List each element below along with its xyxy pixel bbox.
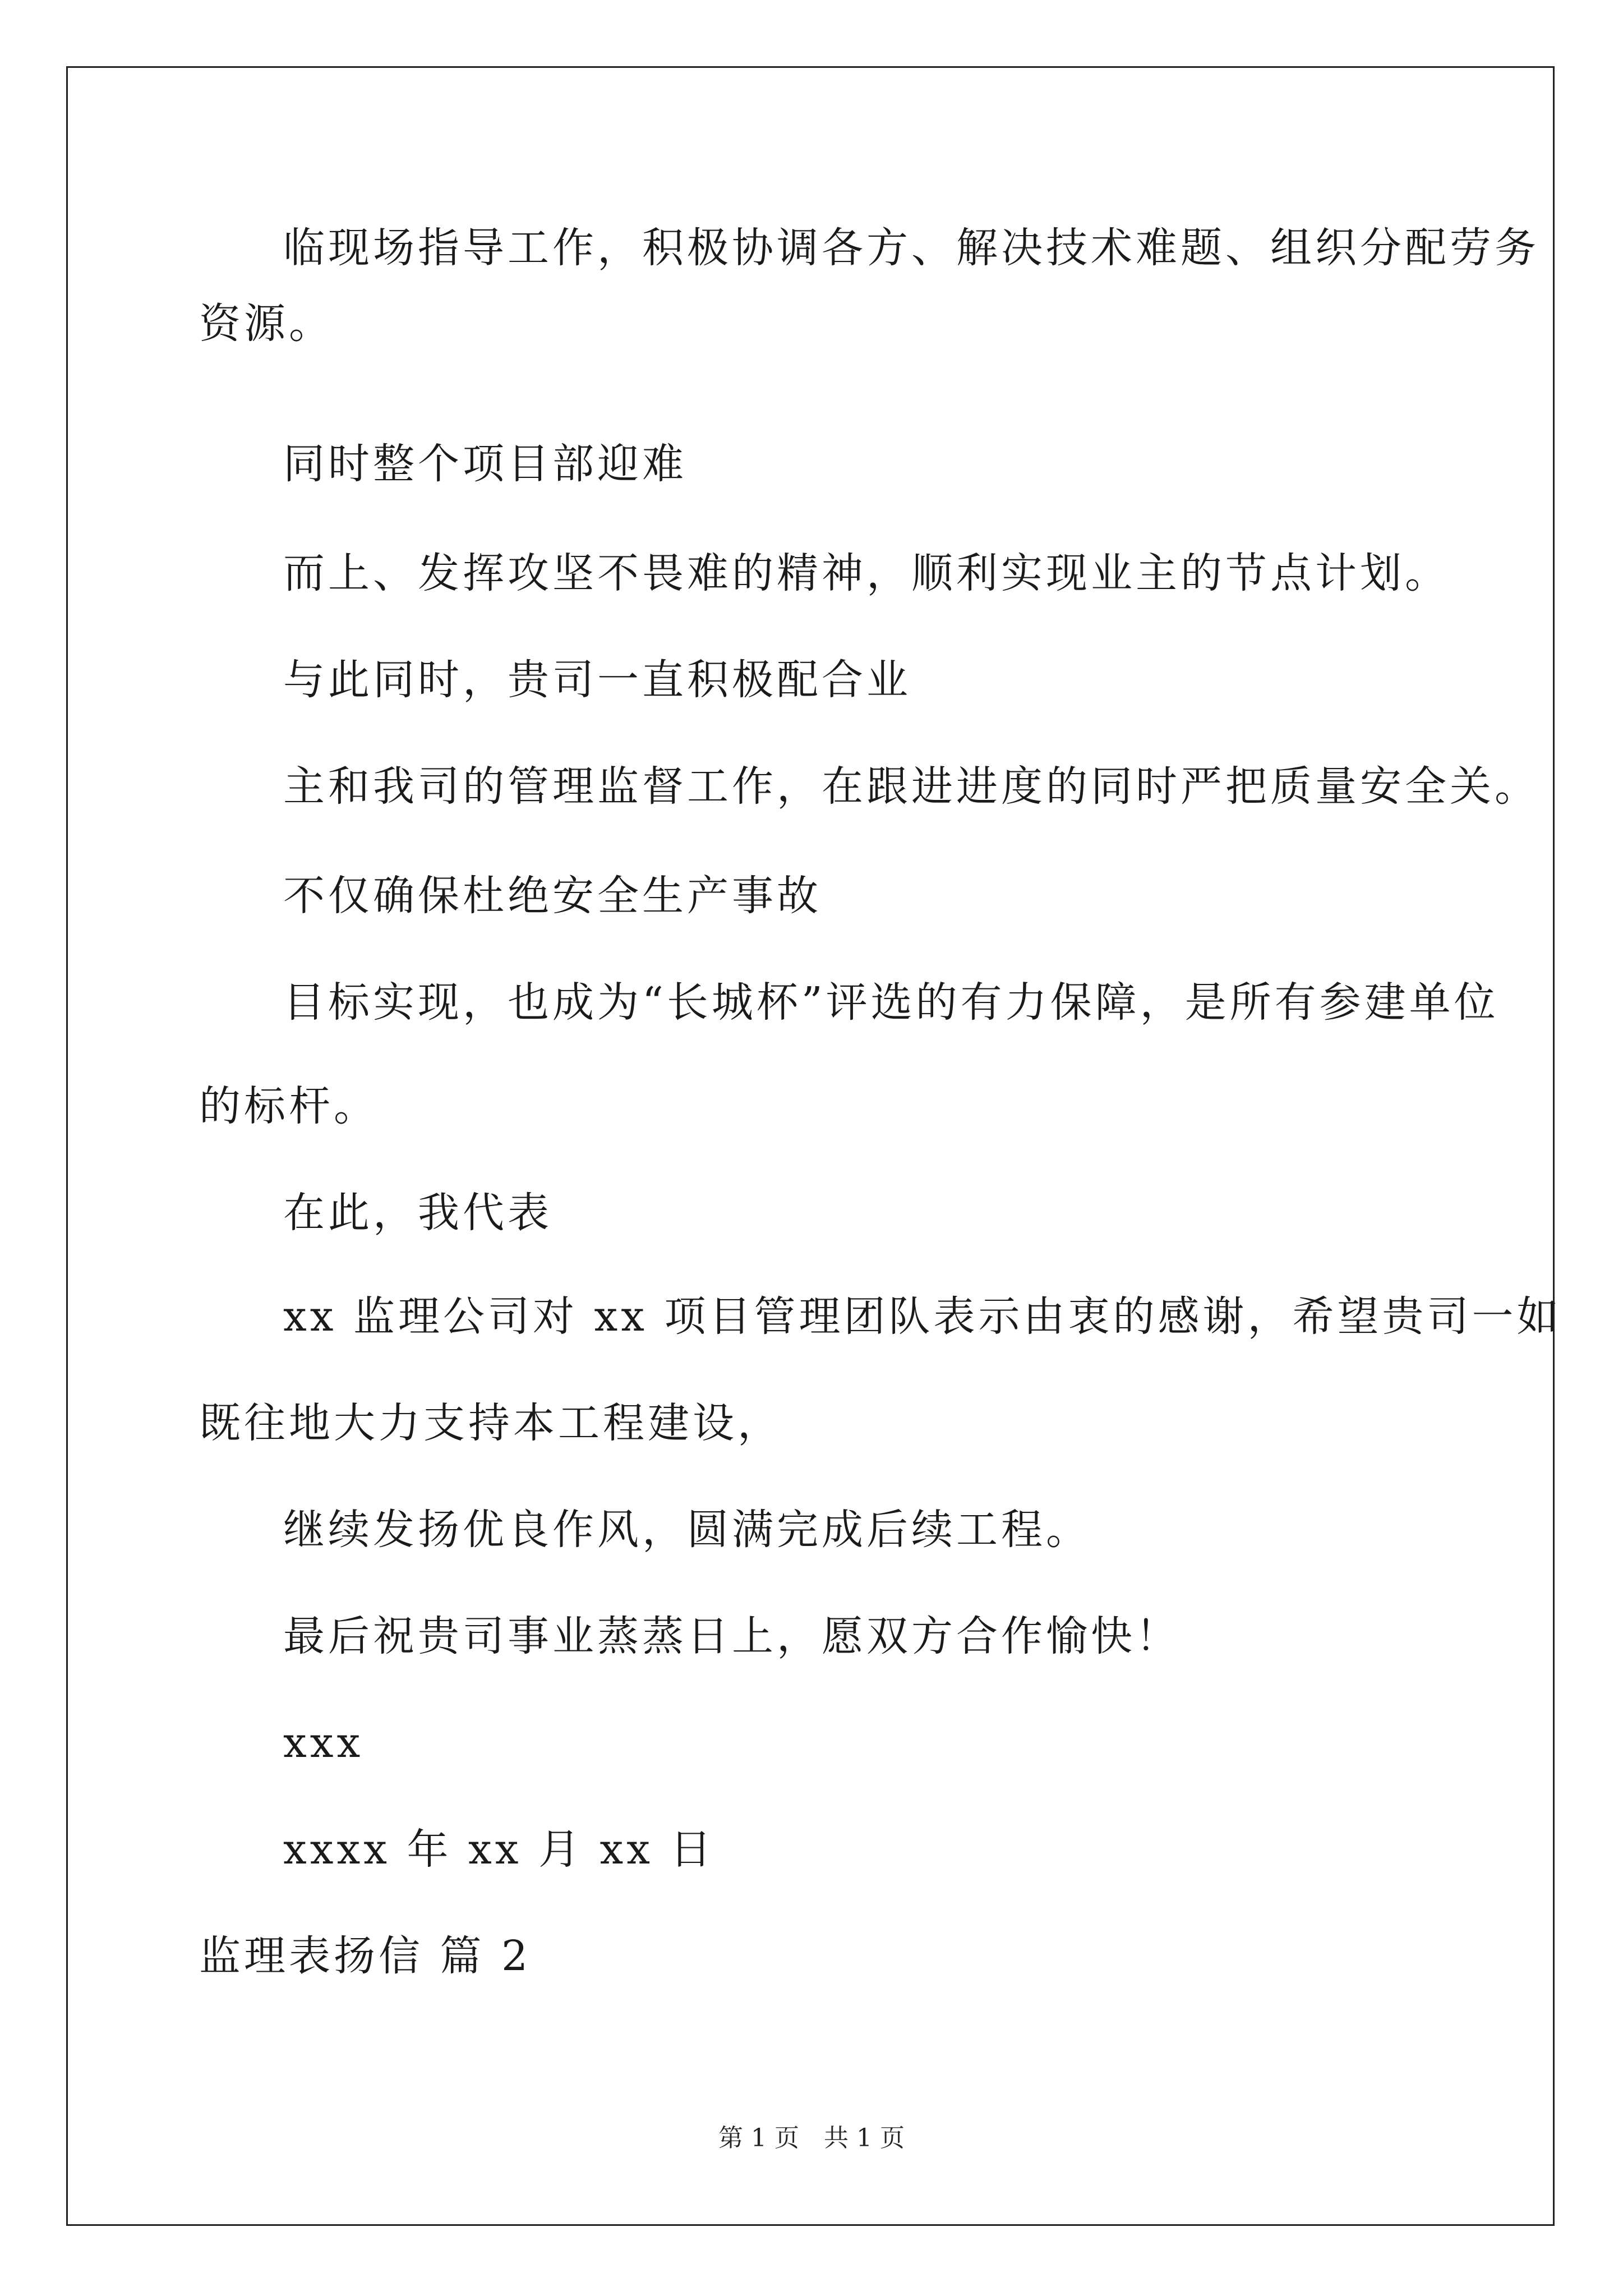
paragraph-line: xx 监理公司对 xx 项目管理团队表示由衷的感谢，希望贵司一如	[283, 1292, 1562, 1341]
paragraph-line: 与此同时，贵司一直积极配合业	[283, 656, 911, 704]
section-heading: 监理表扬信 篇 2	[199, 1932, 532, 1980]
paragraph-line: 在此，我代表	[283, 1189, 552, 1237]
paragraph-line: 资源。	[199, 300, 334, 348]
page-footer: 第 1 页 共 1 页	[718, 2124, 905, 2152]
signature-name: xxx	[283, 1719, 364, 1767]
paragraph-line: 同时整个项目部迎难	[283, 440, 687, 488]
paragraph-line: 而上、发挥攻坚不畏难的精神，顺利实现业主的节点计划。	[283, 549, 1450, 597]
signature-date: xxxx 年 xx 月 xx 日	[283, 1825, 715, 1874]
paragraph-line: 临现场指导工作，积极协调各方、解决技术难题、组织分配劳务	[283, 224, 1539, 272]
paragraph-line: 主和我司的管理监督工作，在跟进进度的同时严把质量安全关。	[283, 762, 1539, 811]
paragraph-line: 目标实现，也成为“长城杯”评选的有力保障，是所有参建单位	[283, 978, 1499, 1027]
paragraph-line: 不仅确保杜绝安全生产事故	[283, 872, 822, 920]
paragraph-line: 的标杆。	[199, 1082, 379, 1130]
paragraph-line: 既往地大力支持本工程建设，	[199, 1399, 782, 1447]
page-border	[66, 66, 1555, 2226]
paragraph-line: 继续发扬优良作风，圆满完成后续工程。	[283, 1506, 1091, 1554]
paragraph-line: 最后祝贵司事业蒸蒸日上，愿双方合作愉快！	[283, 1612, 1181, 1660]
